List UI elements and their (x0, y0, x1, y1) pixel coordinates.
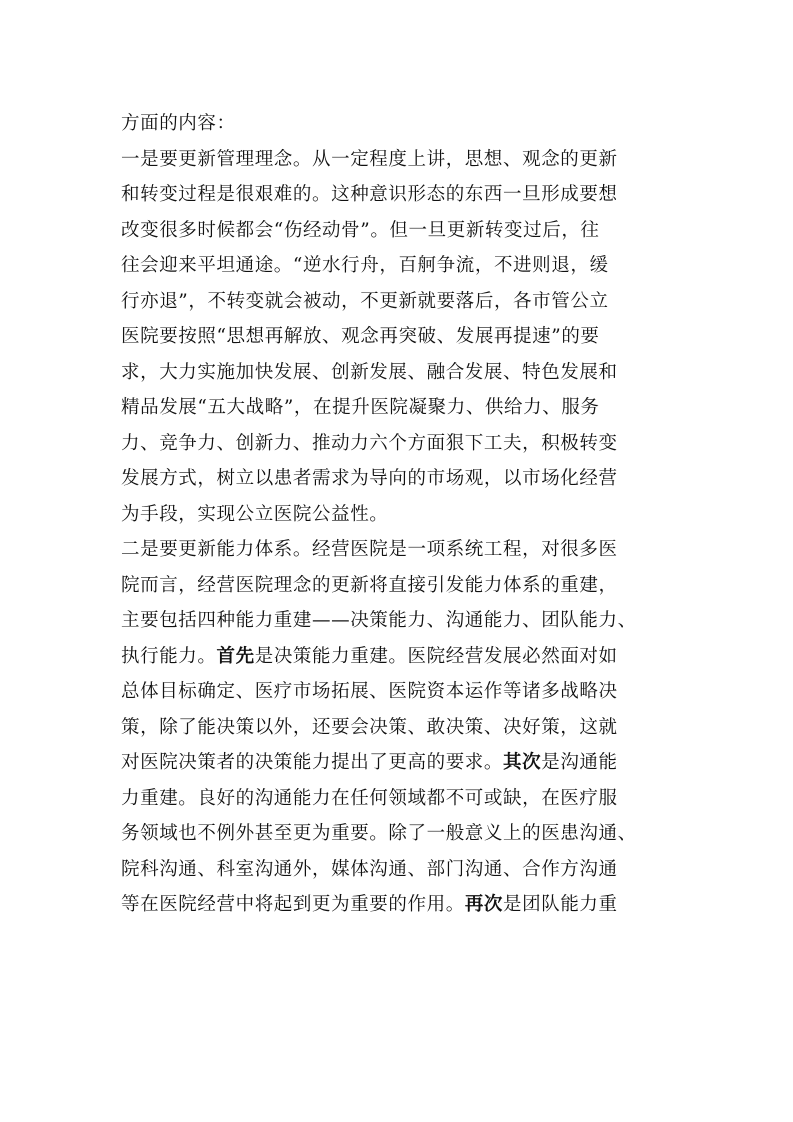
text-segment: 院而言，经营医院理念的更新将直接引发能力体系的重建， (121, 574, 618, 596)
text-segment: 改变很多时候都会“伤经动骨”。但一旦更新转变过后，往 (121, 219, 600, 241)
text-line (121, 319, 681, 355)
text-segment: 是决策能力重建。医院经营发展必然面对如 (254, 645, 618, 667)
text-segment: 一是要更新管理理念。从一定程度上讲，思想、观念的更新 (121, 148, 618, 170)
text-line (121, 887, 681, 923)
text-line (121, 710, 681, 746)
text-line (121, 781, 681, 817)
text-line (121, 390, 681, 426)
text-segment: 发展方式，树立以患者需求为导向的市场观，以市场化经营 (121, 468, 618, 489)
text-segment: 和转变过程是很艰难的。这种意识形态的东西一旦形成要想 (121, 184, 618, 205)
text-line (121, 284, 681, 320)
text-line (121, 603, 681, 639)
text-segment: 行亦退”，不转变就会被动，不更新就要落后，各市管公立 (121, 290, 609, 312)
text-segment: 精品发展“五大战略”，在提升医院凝聚力、供给力、服务 (121, 397, 600, 418)
text-segment: 对医院决策者的决策能力提出了更高的要求。 (121, 752, 504, 773)
bold-keyword: 首先 (216, 645, 255, 667)
text-segment: 是沟通能 (541, 752, 618, 773)
text-segment: 力重建。良好的沟通能力在任何领域都不可或缺，在医疗服 (121, 787, 618, 809)
text-segment: 是团队能力重 (503, 894, 618, 915)
text-segment: 主要包括四种能力重建——决策能力、沟通能力、团队能力、 (121, 610, 637, 631)
text-segment: 策，除了能决策以外，还要会决策、敢决策、决好策，这就 (121, 716, 618, 738)
text-line (121, 106, 681, 142)
text-line (121, 248, 681, 284)
bold-keyword: 再次 (464, 894, 504, 915)
text-line (121, 177, 681, 213)
text-line (121, 142, 681, 178)
text-segment: 求，大力实施加快发展、创新发展、融合发展、特色发展和 (121, 361, 618, 383)
text-segment: 执行能力。 (121, 645, 217, 667)
text-segment: 为手段，实现公立医院公益性。 (121, 503, 389, 525)
text-segment: 力、竞争力、创新力、推动力六个方面狠下工夫，积极转变 (121, 432, 618, 454)
text-line (121, 532, 681, 568)
text-line (121, 639, 681, 675)
text-line (121, 816, 681, 852)
text-segment: 二是要更新能力体系。经营医院是一项系统工程，对很多医 (121, 539, 618, 560)
text-line (121, 497, 681, 533)
text-segment: 方面的内容： (121, 113, 236, 134)
text-segment: 往会迎来平坦通途。“逆水行舟，百舸争流，不进则退，缓 (121, 255, 609, 276)
text-line (121, 674, 681, 710)
text-segment: 总体目标确定、医疗市场拓展、医院资本运作等诸多战略决 (121, 681, 618, 702)
body-text (121, 106, 681, 923)
bold-keyword: 其次 (503, 752, 542, 773)
text-line (121, 426, 681, 462)
text-line (121, 745, 681, 781)
text-line (121, 461, 681, 497)
text-segment: 等在医院经营中将起到更为重要的作用。 (121, 894, 465, 915)
text-line (121, 355, 681, 391)
text-segment: 医院要按照“思想再解放、观念再突破、发展再提速”的要 (121, 326, 600, 347)
text-line (121, 852, 681, 888)
text-line (121, 213, 681, 249)
text-line (121, 568, 681, 604)
text-segment: 院科沟通、科室沟通外，媒体沟通、部门沟通、合作方沟通 (121, 858, 618, 880)
text-segment: 务领域也不例外甚至更为重要。除了一般意义上的医患沟通、 (121, 823, 637, 844)
